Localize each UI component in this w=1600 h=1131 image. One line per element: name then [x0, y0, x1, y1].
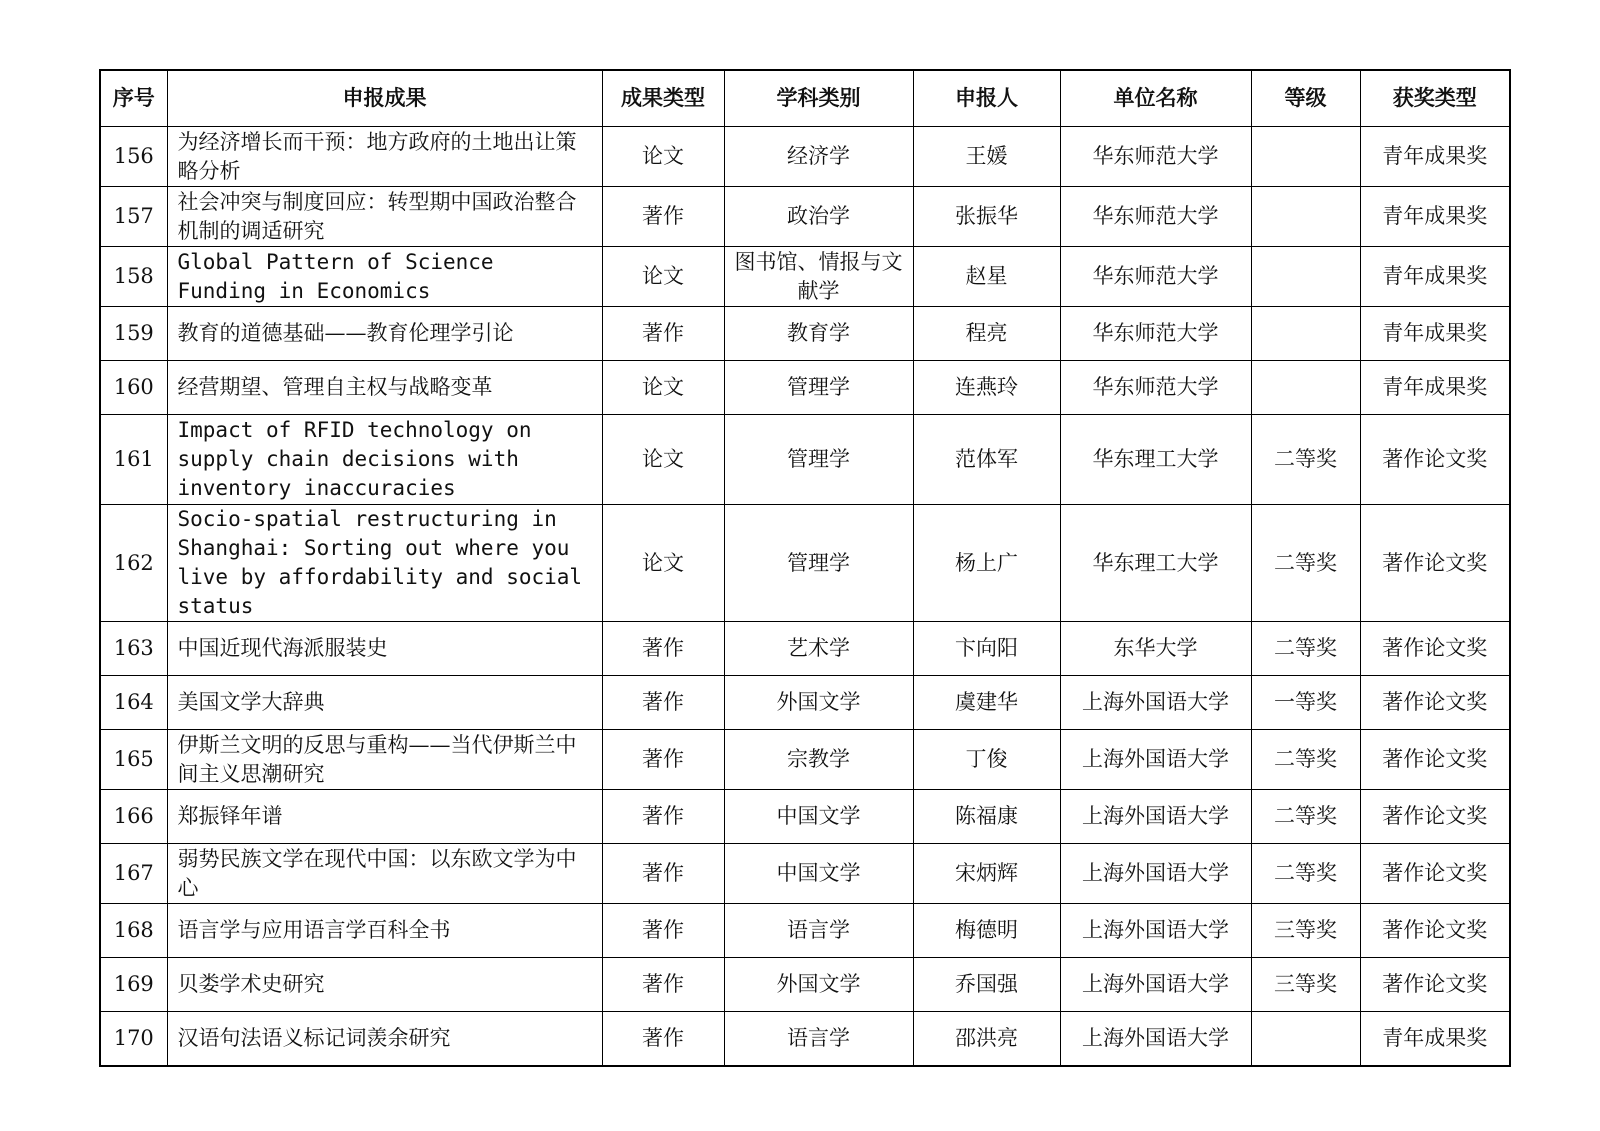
- header-award: 获奖类型: [1360, 70, 1510, 127]
- row-award: 著作论文奖: [1360, 730, 1510, 790]
- row-award: 著作论文奖: [1360, 505, 1510, 622]
- table-row: [100, 844, 1510, 904]
- row-no: 160: [100, 361, 167, 415]
- header-author: 申报人: [913, 70, 1060, 127]
- row-award: 著作论文奖: [1360, 622, 1510, 676]
- row-author: 卞向阳: [913, 622, 1060, 676]
- row-type: 论文: [602, 127, 724, 187]
- row-award: 青年成果奖: [1360, 127, 1510, 187]
- row-subject: 宗教学: [724, 730, 913, 790]
- row-title: 语言学与应用语言学百科全书: [167, 904, 602, 958]
- row-no: 164: [100, 676, 167, 730]
- row-type: 论文: [602, 247, 724, 307]
- row-subject: 中国文学: [724, 844, 913, 904]
- header-level: 等级: [1251, 70, 1360, 127]
- row-unit: 华东师范大学: [1060, 127, 1251, 187]
- row-title: 汉语句法语义标记词羡余研究: [167, 1012, 602, 1066]
- row-award: 青年成果奖: [1360, 187, 1510, 247]
- row-author: 丁俊: [913, 730, 1060, 790]
- row-author: 宋炳辉: [913, 844, 1060, 904]
- row-level: [1251, 247, 1360, 307]
- row-no: 161: [100, 415, 167, 505]
- row-author: 梅德明: [913, 904, 1060, 958]
- row-no: 166: [100, 790, 167, 844]
- row-no: 159: [100, 307, 167, 361]
- row-subject: 管理学: [724, 415, 913, 505]
- row-subject: 政治学: [724, 187, 913, 247]
- table-row: [100, 505, 1510, 622]
- row-unit: 上海外国语大学: [1060, 1012, 1251, 1066]
- row-level: 三等奖: [1251, 958, 1360, 1012]
- table-row: [100, 1012, 1510, 1066]
- row-no: 163: [100, 622, 167, 676]
- table-row: [100, 904, 1510, 958]
- header-row: [100, 70, 1510, 127]
- row-no: 157: [100, 187, 167, 247]
- row-no: 168: [100, 904, 167, 958]
- table-row: [100, 247, 1510, 307]
- row-award: 著作论文奖: [1360, 844, 1510, 904]
- table-row: [100, 622, 1510, 676]
- row-subject: 经济学: [724, 127, 913, 187]
- row-no: 167: [100, 844, 167, 904]
- row-subject: 艺术学: [724, 622, 913, 676]
- row-level: [1251, 127, 1360, 187]
- row-level: [1251, 307, 1360, 361]
- row-author: 杨上广: [913, 505, 1060, 622]
- row-subject: 语言学: [724, 1012, 913, 1066]
- row-type: 著作: [602, 622, 724, 676]
- row-level: 二等奖: [1251, 730, 1360, 790]
- row-award: 青年成果奖: [1360, 361, 1510, 415]
- row-level: [1251, 187, 1360, 247]
- row-award: 著作论文奖: [1360, 904, 1510, 958]
- row-unit: 上海外国语大学: [1060, 844, 1251, 904]
- row-author: 张振华: [913, 187, 1060, 247]
- row-title: 贝娄学术史研究: [167, 958, 602, 1012]
- row-author: 范体军: [913, 415, 1060, 505]
- row-award: 著作论文奖: [1360, 415, 1510, 505]
- row-award: 青年成果奖: [1360, 307, 1510, 361]
- row-unit: 华东师范大学: [1060, 247, 1251, 307]
- row-author: 赵星: [913, 247, 1060, 307]
- row-award: 著作论文奖: [1360, 676, 1510, 730]
- row-no: 156: [100, 127, 167, 187]
- row-title: 中国近现代海派服装史: [167, 622, 602, 676]
- table-row: [100, 958, 1510, 1012]
- row-type: 著作: [602, 730, 724, 790]
- row-subject: 管理学: [724, 505, 913, 622]
- row-subject: 中国文学: [724, 790, 913, 844]
- row-unit: 上海外国语大学: [1060, 730, 1251, 790]
- header-type: 成果类型: [602, 70, 724, 127]
- row-title: Impact of RFID technology on supply chain decisions with inventory inaccuracies: [167, 415, 602, 505]
- row-author: 程亮: [913, 307, 1060, 361]
- row-no: 162: [100, 505, 167, 622]
- row-unit: 东华大学: [1060, 622, 1251, 676]
- table-row: [100, 415, 1510, 505]
- row-level: 二等奖: [1251, 790, 1360, 844]
- row-title: 伊斯兰文明的反思与重构——当代伊斯兰中间主义思潮研究: [167, 730, 602, 790]
- row-unit: 华东理工大学: [1060, 505, 1251, 622]
- row-author: 邵洪亮: [913, 1012, 1060, 1066]
- row-award: 著作论文奖: [1360, 790, 1510, 844]
- row-unit: 华东师范大学: [1060, 361, 1251, 415]
- row-title: 教育的道德基础——教育伦理学引论: [167, 307, 602, 361]
- row-type: 著作: [602, 676, 724, 730]
- row-award: 青年成果奖: [1360, 1012, 1510, 1066]
- table-row: [100, 676, 1510, 730]
- row-level: 二等奖: [1251, 622, 1360, 676]
- row-type: 著作: [602, 790, 724, 844]
- row-level: 三等奖: [1251, 904, 1360, 958]
- row-subject: 外国文学: [724, 676, 913, 730]
- row-no: 165: [100, 730, 167, 790]
- row-level: 二等奖: [1251, 844, 1360, 904]
- row-unit: 华东师范大学: [1060, 307, 1251, 361]
- row-level: 一等奖: [1251, 676, 1360, 730]
- row-title: Global Pattern of Science Funding in Economics: [167, 247, 602, 307]
- table-row: [100, 790, 1510, 844]
- row-type: 著作: [602, 1012, 724, 1066]
- row-subject: 管理学: [724, 361, 913, 415]
- awards-table: [99, 69, 1511, 1067]
- row-level: 二等奖: [1251, 505, 1360, 622]
- row-type: 著作: [602, 958, 724, 1012]
- row-subject: 外国文学: [724, 958, 913, 1012]
- header-unit: 单位名称: [1060, 70, 1251, 127]
- row-unit: 华东师范大学: [1060, 187, 1251, 247]
- row-author: 陈福康: [913, 790, 1060, 844]
- row-no: 170: [100, 1012, 167, 1066]
- row-level: [1251, 361, 1360, 415]
- row-level: 二等奖: [1251, 415, 1360, 505]
- row-title: 为经济增长而干预：地方政府的土地出让策略分析: [167, 127, 602, 187]
- row-type: 论文: [602, 361, 724, 415]
- row-title: 经营期望、管理自主权与战略变革: [167, 361, 602, 415]
- row-no: 169: [100, 958, 167, 1012]
- row-award: 著作论文奖: [1360, 958, 1510, 1012]
- row-type: 著作: [602, 307, 724, 361]
- row-type: 著作: [602, 187, 724, 247]
- row-title: Socio-spatial restructuring in Shanghai: Sorting out where you live by affordability and social status: [167, 505, 602, 622]
- row-unit: 华东理工大学: [1060, 415, 1251, 505]
- table-row: [100, 361, 1510, 415]
- row-type: 著作: [602, 844, 724, 904]
- row-unit: 上海外国语大学: [1060, 904, 1251, 958]
- row-type: 论文: [602, 505, 724, 622]
- row-type: 著作: [602, 904, 724, 958]
- row-subject: 语言学: [724, 904, 913, 958]
- row-author: 乔国强: [913, 958, 1060, 1012]
- header-title: 申报成果: [167, 70, 602, 127]
- row-title: 郑振铎年谱: [167, 790, 602, 844]
- header-subject: 学科类别: [724, 70, 913, 127]
- row-title: 美国文学大辞典: [167, 676, 602, 730]
- row-author: 王媛: [913, 127, 1060, 187]
- table-row: [100, 730, 1510, 790]
- table-row: [100, 127, 1510, 187]
- header-no: 序号: [100, 70, 167, 127]
- row-unit: 上海外国语大学: [1060, 790, 1251, 844]
- row-unit: 上海外国语大学: [1060, 958, 1251, 1012]
- row-author: 虞建华: [913, 676, 1060, 730]
- row-type: 论文: [602, 415, 724, 505]
- row-author: 连燕玲: [913, 361, 1060, 415]
- row-no: 158: [100, 247, 167, 307]
- row-unit: 上海外国语大学: [1060, 676, 1251, 730]
- row-title: 社会冲突与制度回应：转型期中国政治整合机制的调适研究: [167, 187, 602, 247]
- row-title: 弱势民族文学在现代中国：以东欧文学为中心: [167, 844, 602, 904]
- table-row: [100, 187, 1510, 247]
- row-award: 青年成果奖: [1360, 247, 1510, 307]
- row-subject: 教育学: [724, 307, 913, 361]
- table-row: [100, 307, 1510, 361]
- row-level: [1251, 1012, 1360, 1066]
- row-subject: 图书馆、情报与文献学: [724, 247, 913, 307]
